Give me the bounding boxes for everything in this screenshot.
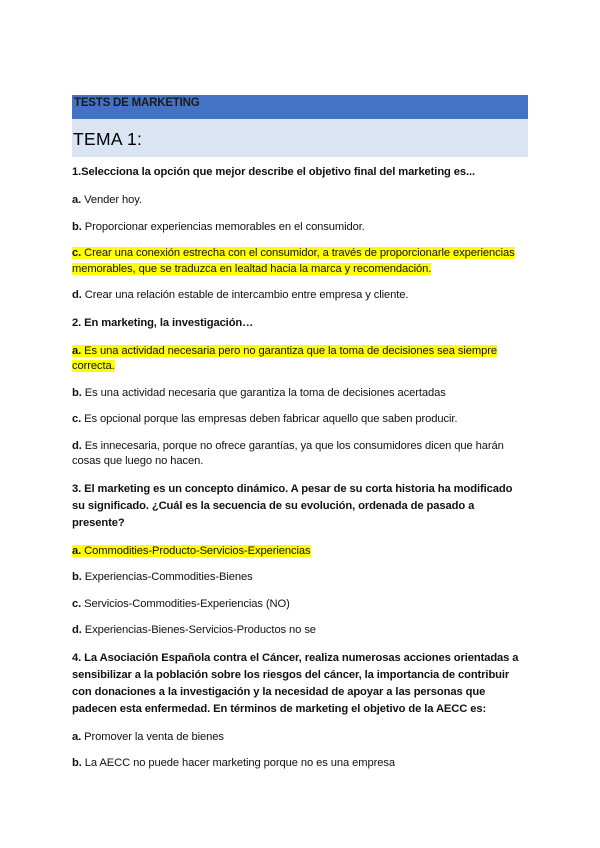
document-page (72, 95, 528, 783)
question-2: 2. En marketing, la investigación… (72, 316, 254, 329)
question-1: 1.Selecciona la opción que mejor describe el objetivo final del marketing es... (72, 166, 476, 178)
question-2-option-a: a. Es una actividad necesaria pero no garantiza que la toma de decisiones sea siempre correcta. (72, 344, 497, 372)
section-title: TEMA 1: (72, 119, 528, 157)
question-1-option-b: b. Proporcionar experiencias memorables en el consumidor. (72, 220, 365, 233)
question-3: 3. El marketing es un concepto dinámico. A pesar de su corta historia ha modificado su significado. ¿Cuál es la secuencia de su evolución, ordenada de pasado a presente? (72, 482, 513, 529)
question-4: 4. La Asociación Española contra el Cáncer, realiza numerosas acciones orientadas a sensibilizar a la población sobre los riesgos del cáncer, la importancia de contribuir con donaciones a la investigación y la necesidad de apoyar a las personas que padecen esta enfermedad. En términos de marketing el objetivo de la AECC es: (72, 651, 519, 715)
question-3-option-c: c. Servicios-Commodities-Experiencias (NO) (72, 597, 290, 610)
question-3-option-b: b. Experiencias-Commodities-Bienes (72, 571, 253, 583)
question-1-option-a: a. Vender hoy. (72, 194, 142, 206)
question-2-option-c: c. Es opcional porque las empresas deben fabricar aquello que saben producir. (72, 413, 458, 425)
question-2-option-d: d. Es innecesaria, porque no ofrece garantías, ya que los consumidores dicen que harán cosas que luego no hacen. (72, 439, 504, 467)
question-4-option-a: a. Promover la venta de bienes (72, 730, 224, 743)
question-1-option-d: d. Crear una relación estable de intercambio entre empresa y cliente. (72, 289, 409, 301)
question-1-option-c: c. Crear una conexión estrecha con el consumidor, a través de proporcionarle experiencias memorables, que se traduzca en lealtad hacia la marca y recomendación. (72, 247, 515, 275)
question-2-option-b: b. Es una actividad necesaria que garantiza la toma de decisiones acertadas (72, 386, 446, 399)
question-3-option-a: a. Commodities-Producto-Servicios-Experiencias (72, 544, 311, 557)
document-banner: TESTS DE MARKETING (72, 95, 528, 119)
question-3-option-d: d. Experiencias-Bienes-Servicios-Productos no se (72, 624, 316, 636)
question-4-option-b: b. La AECC no puede hacer marketing porque no es una empresa (72, 757, 396, 769)
